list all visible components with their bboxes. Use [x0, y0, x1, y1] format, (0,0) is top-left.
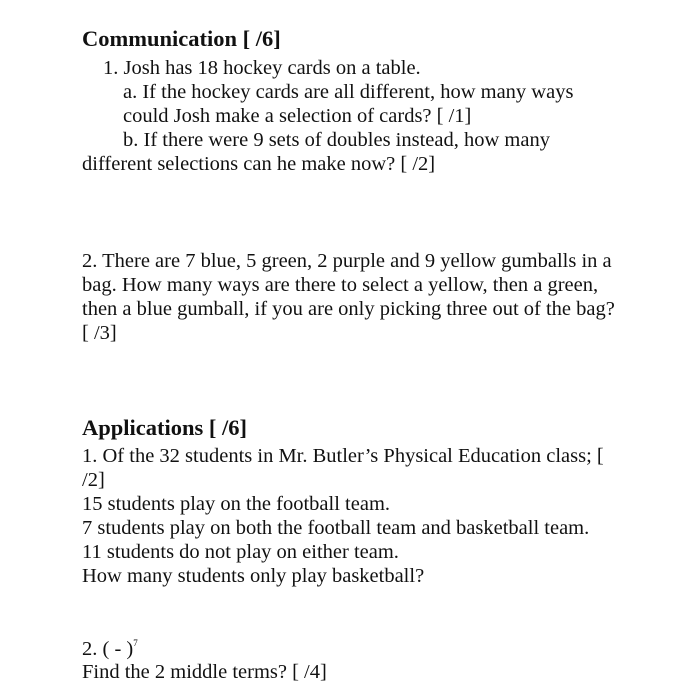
app-q2-prompt: Find the 2 middle terms? [ /4]: [82, 661, 327, 683]
communication-heading: Communication [ /6]: [82, 26, 281, 51]
comm-q2-line2: bag. How many ways are there to select a yellow, then a green,: [82, 274, 599, 296]
app-q2-exponent: 7: [133, 638, 138, 648]
comm-q2-line4: [ /3]: [82, 322, 117, 344]
comm-q1-part-a-line1: a. If the hockey cards are all different, how many ways: [123, 81, 574, 103]
app-q1-line5: 11 students do not play on either team.: [82, 541, 399, 563]
comm-q1-part-b-line2: different selections can he make now? [ /2]: [82, 153, 436, 175]
app-q2-expression-text: 2. ( - ): [82, 638, 134, 660]
app-q1-line4: 7 students play on both the football team and basketball team.: [82, 517, 590, 539]
app-q1-line6: How many students only play basketball?: [82, 565, 425, 587]
applications-heading: Applications [ /6]: [82, 415, 248, 440]
app-q1-line2: /2]: [82, 469, 105, 491]
app-q1-line3: 15 students play on the football team.: [82, 493, 391, 515]
comm-q2-line1: 2. There are 7 blue, 5 green, 2 purple and 9 yellow gumballs in a: [82, 250, 612, 272]
comm-q2-line3: then a blue gumball, if you are only picking three out of the bag?: [82, 298, 615, 320]
comm-q1-stem: 1. Josh has 18 hockey cards on a table.: [103, 57, 421, 79]
comm-q1-part-a-line2: could Josh make a selection of cards? [ /1]: [123, 105, 472, 127]
app-q2-expression: [82, 637, 138, 661]
app-q1-line1: 1. Of the 32 students in Mr. Butler’s Physical Education class; [: [82, 445, 604, 467]
comm-q1-part-b-line1: b. If there were 9 sets of doubles instead, how many: [123, 129, 550, 151]
